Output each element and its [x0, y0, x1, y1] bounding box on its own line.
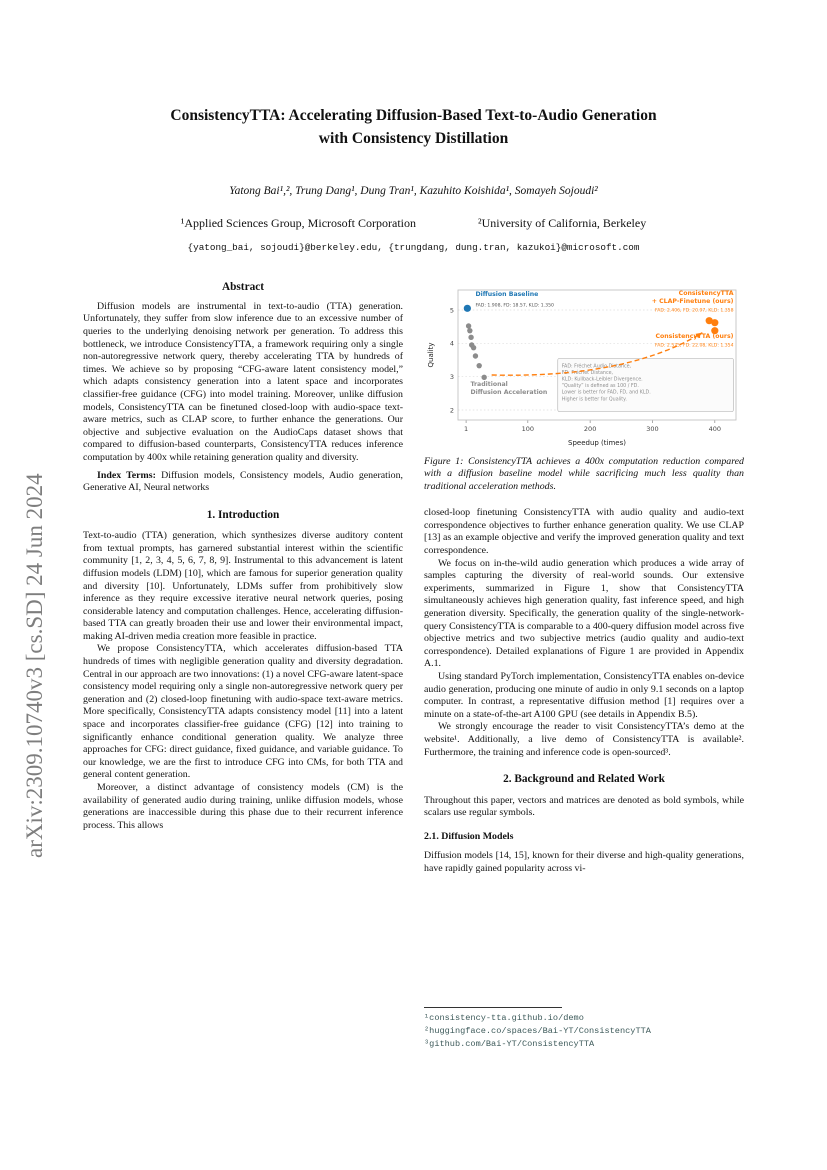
svg-text:FD: Fréchet Distance,: FD: Fréchet Distance,	[561, 370, 614, 376]
footnote-huggingface-link[interactable]: ²huggingface.co/spaces/Bai-YT/ConsistencyTTA	[424, 1025, 651, 1036]
svg-text:Traditional: Traditional	[470, 380, 508, 388]
svg-text:2: 2	[449, 405, 454, 414]
svg-text:Lower is better for FAD, FD, a: Lower is better for FAD, FD, and KLD.	[561, 390, 651, 396]
affiliation-microsoft: ¹Applied Sciences Group, Microsoft Corporation	[180, 215, 416, 230]
right-column	[424, 278, 744, 1052]
svg-text:400: 400	[708, 424, 722, 433]
arxiv-watermark: arXiv:2309.10740v3 [cs.SD] 24 Jun 2024	[22, 473, 47, 858]
data-point	[711, 319, 718, 326]
chart-series-0	[464, 304, 471, 311]
intro-paragraph-3: Moreover, a distinct advantage of consistency models (CM) is the availability of generated audio during training, unlike diffusion models, whose generations are inaccessible during this phase due to their recurrent inference process. This allows	[83, 782, 403, 831]
svg-text:Higher is better for Quality.: Higher is better for Quality.	[561, 396, 627, 402]
intro-paragraph-2: We propose ConsistencyTTA, which accelerates diffusion-based TTA hundreds of times with negligible generation quality and diversity degradation. Central in our approach are two innovations: (1) a novel CFG-aware latent-space consistency model requiring only a single non-autoregressive network query per generation and (2) closed-loop finetuning with audio-space text-aware metrics. More specifically, ConsistencyTTA adapts consistency model [11] into a latent space and incorporates classifier-free guidance (CFG) [12] into training to significantly enhance conditional generation quality. We analyze three approaches for CFG: direct guidance, fixed guidance, and variable guidance. To our knowledge, we are the first to introduce CFG into CMs, for both TTA and general content generation.	[83, 643, 404, 781]
chart-note-box	[558, 358, 734, 411]
figure1-chart	[424, 278, 742, 448]
svg-text:4: 4	[449, 339, 454, 348]
svg-text:5: 5	[449, 305, 454, 314]
abstract-heading: Abstract	[221, 280, 265, 293]
svg-text:FAD: 1.908, FD: 18.57, KLD: 1.: FAD: 1.908, FD: 18.57, KLD: 1.350	[475, 303, 554, 309]
svg-text:FAD: Fréchet Audio Distance,: FAD: Fréchet Audio Distance,	[561, 363, 632, 369]
intro-paragraph-4: closed-loop finetuning ConsistencyTTA with audio quality and audio-text correspondence objectives to further enhance generation quality. We use CLAP [13] as an example objective and verify the improved generation quality and text correspondence.	[424, 507, 744, 557]
figure-1	[424, 278, 744, 494]
data-point	[481, 374, 486, 379]
intro-paragraph-7: We strongly encourage the reader to visit ConsistencyTTA’s demo at the website¹. Additionally, a live demo of ConsistencyTTA is available². Furthermore, the training and inference code is open-sourced³.	[424, 721, 744, 758]
paper-title	[0, 104, 827, 151]
data-point	[473, 353, 478, 358]
svg-text:FAD: 2.406, FD: 20.97, KLD: 1.: FAD: 2.406, FD: 20.97, KLD: 1.358	[654, 308, 734, 314]
data-point	[468, 334, 473, 339]
intro-paragraph-6: Using standard PyTorch implementation, ConsistencyTTA enables on-device audio generation, producing one minute of audio in only 9.1 seconds on a laptop computer. In contrast, a representative diffusion method [1] requires over a minute on a state-of-the-art A100 GPU (see details in Appendix B.5).	[424, 671, 744, 720]
section-2-1-heading: 2.1. Diffusion Models	[424, 830, 514, 842]
index-terms-label: Index Terms:	[97, 469, 162, 481]
svg-text:ConsistencyTTA (ours): ConsistencyTTA (ours)	[655, 332, 734, 340]
data-point	[471, 344, 476, 349]
paper-title-line2: with Consistency Distillation	[318, 130, 509, 148]
abstract-text: Diffusion models are instrumental in text-to-audio (TTA) generation. Unfortunately, they suffer from slow inference due to an excessive number of queries to the underlying denoising network per generation. To address this bottleneck, we introduce ConsistencyTTA, a framework requiring only a single non-autoregressive network query, thereby accelerating TTA by hundreds of times. We achieve so by proposing “CFG-aware latent consistency model,” which adapts consistency generation into a latent space and incorporates classifier-free guidance (CFG) into model training. Moreover, unlike diffusion models, ConsistencyTTA can be finetuned closed-loop with audio-space text-aware metrics, such as CLAP score, to further enhance the generations. Our objective and subjective evaluation on the AudioCaps dataset shows that compared to diffusion-based counterparts, ConsistencyTTA reduces inference computation by 400x while retaining generation quality and diversity.	[83, 300, 403, 463]
data-point	[466, 323, 471, 328]
svg-text:“Quality” is defined as 100 /: “Quality” is defined as 100 / FD.	[561, 383, 639, 389]
section-2-heading: 2. Background and Related Work	[503, 773, 665, 786]
svg-text:ConsistencyTTA: ConsistencyTTA	[678, 289, 734, 297]
svg-text:3: 3	[449, 372, 454, 381]
data-point	[464, 304, 471, 311]
svg-text:1: 1	[464, 424, 469, 433]
intro-paragraph-1: Text-to-audio (TTA) generation, which synthesizes diverse auditory content from textual prompts, has garnered substantial interest within the scientific community [1, 2, 3, 4, 5, 6, 7, 8, 9]. Instrumental to this advancement is latent diffusion models (LDM) [10], which are famous for superior generation quality and diversity [10]. Unfortunately, LDMs suffer from prohibitively slow inference as they require excessive iterative neural network queries, posing considerable latency and computation challenges. Hence, accelerating diffusion-based TTA can greatly broaden their use and lower their environmental impact, making AI-driven media creation more feasible in practice.	[83, 530, 403, 642]
svg-text:200: 200	[583, 424, 597, 433]
footnote-github-link[interactable]: ³github.com/Bai-YT/ConsistencyTTA	[424, 1039, 595, 1050]
index-terms	[83, 470, 403, 495]
diffusion-models-paragraph-1: Diffusion models [14, 15], known for their diverse and high-quality generations, have rapidly gained popularity across vi-	[424, 850, 744, 874]
footnote-demo-link[interactable]: ¹consistency-tta.github.io/demo	[424, 1012, 584, 1023]
index-terms-list: Diffusion models, Consistency models, Audio generation, Generative AI, Neural networks	[83, 469, 403, 494]
paper-header	[0, 0, 827, 253]
emails-line: {yatong_bai, sojoudi}@berkeley.edu, {trungdang, dung.tran, kazukoi}@microsoft.com	[187, 241, 640, 253]
svg-text:300: 300	[646, 424, 659, 433]
data-point	[467, 327, 472, 332]
figure1-chart-container	[424, 278, 742, 448]
figure1-caption: Figure 1: ConsistencyTTA achieves a 400x computation reduction compared with a diffusion baseline model while sacrificing much less quality than traditional acceleration methods.	[424, 455, 744, 492]
svg-text:KLD: Kullback-Leibler Divergen: KLD: Kullback-Leibler Divergence.	[561, 377, 643, 383]
left-column	[83, 278, 403, 1052]
svg-text:100: 100	[521, 424, 535, 433]
footnotes	[424, 1007, 744, 1052]
affiliation-berkeley: ²University of California, Berkeley	[478, 215, 647, 230]
svg-text:+ CLAP-Finetune (ours): + CLAP-Finetune (ours)	[651, 297, 734, 305]
chart-series-2	[706, 317, 719, 326]
data-point	[476, 362, 481, 367]
x-axis-label: Speedup (times)	[568, 438, 626, 447]
svg-text:Diffusion Acceleration: Diffusion Acceleration	[470, 388, 548, 396]
background-paragraph-1: Throughout this paper, vectors and matrices are denoted as bold symbols, while scalars use regular symbols.	[424, 794, 744, 819]
chart-series-1	[466, 323, 487, 380]
section-1-heading: 1. Introduction	[206, 508, 280, 521]
svg-text:Diffusion Baseline: Diffusion Baseline	[475, 290, 539, 298]
y-axis-label: Quality	[427, 341, 435, 368]
two-column-body	[0, 278, 827, 1052]
authors-line: Yatong Bai¹,², Trung Dang¹, Dung Tran¹, Kazuhito Koishida¹, Somayeh Sojoudi²	[229, 184, 598, 197]
paper-title-line1: ConsistencyTTA: Accelerating Diffusion-Based Text-to-Audio Generation	[170, 107, 657, 124]
affiliations-line	[0, 216, 827, 231]
intro-paragraph-5: We focus on in-the-wild audio generation which produces a wide array of samples capturing the diversity of real-world sounds. Our extensive experiments, summarized in Figure 1, show that ConsistencyTTA simultaneously achieves high generation quality, fast inference speed, and high generation diversity. Specifically, the generation quality of the single-network-query ConsistencyTTA is comparable to a 400-query diffusion model across five objective metrics and two subjective metrics (audio quality and audio-text correspondence). Detailed explanations of Figure 1 are provided in Appendix A.1.	[424, 557, 744, 670]
svg-text:FAD: 2.575, FD: 22.08, KLD: 1.: FAD: 2.575, FD: 22.08, KLD: 1.354	[654, 343, 734, 349]
